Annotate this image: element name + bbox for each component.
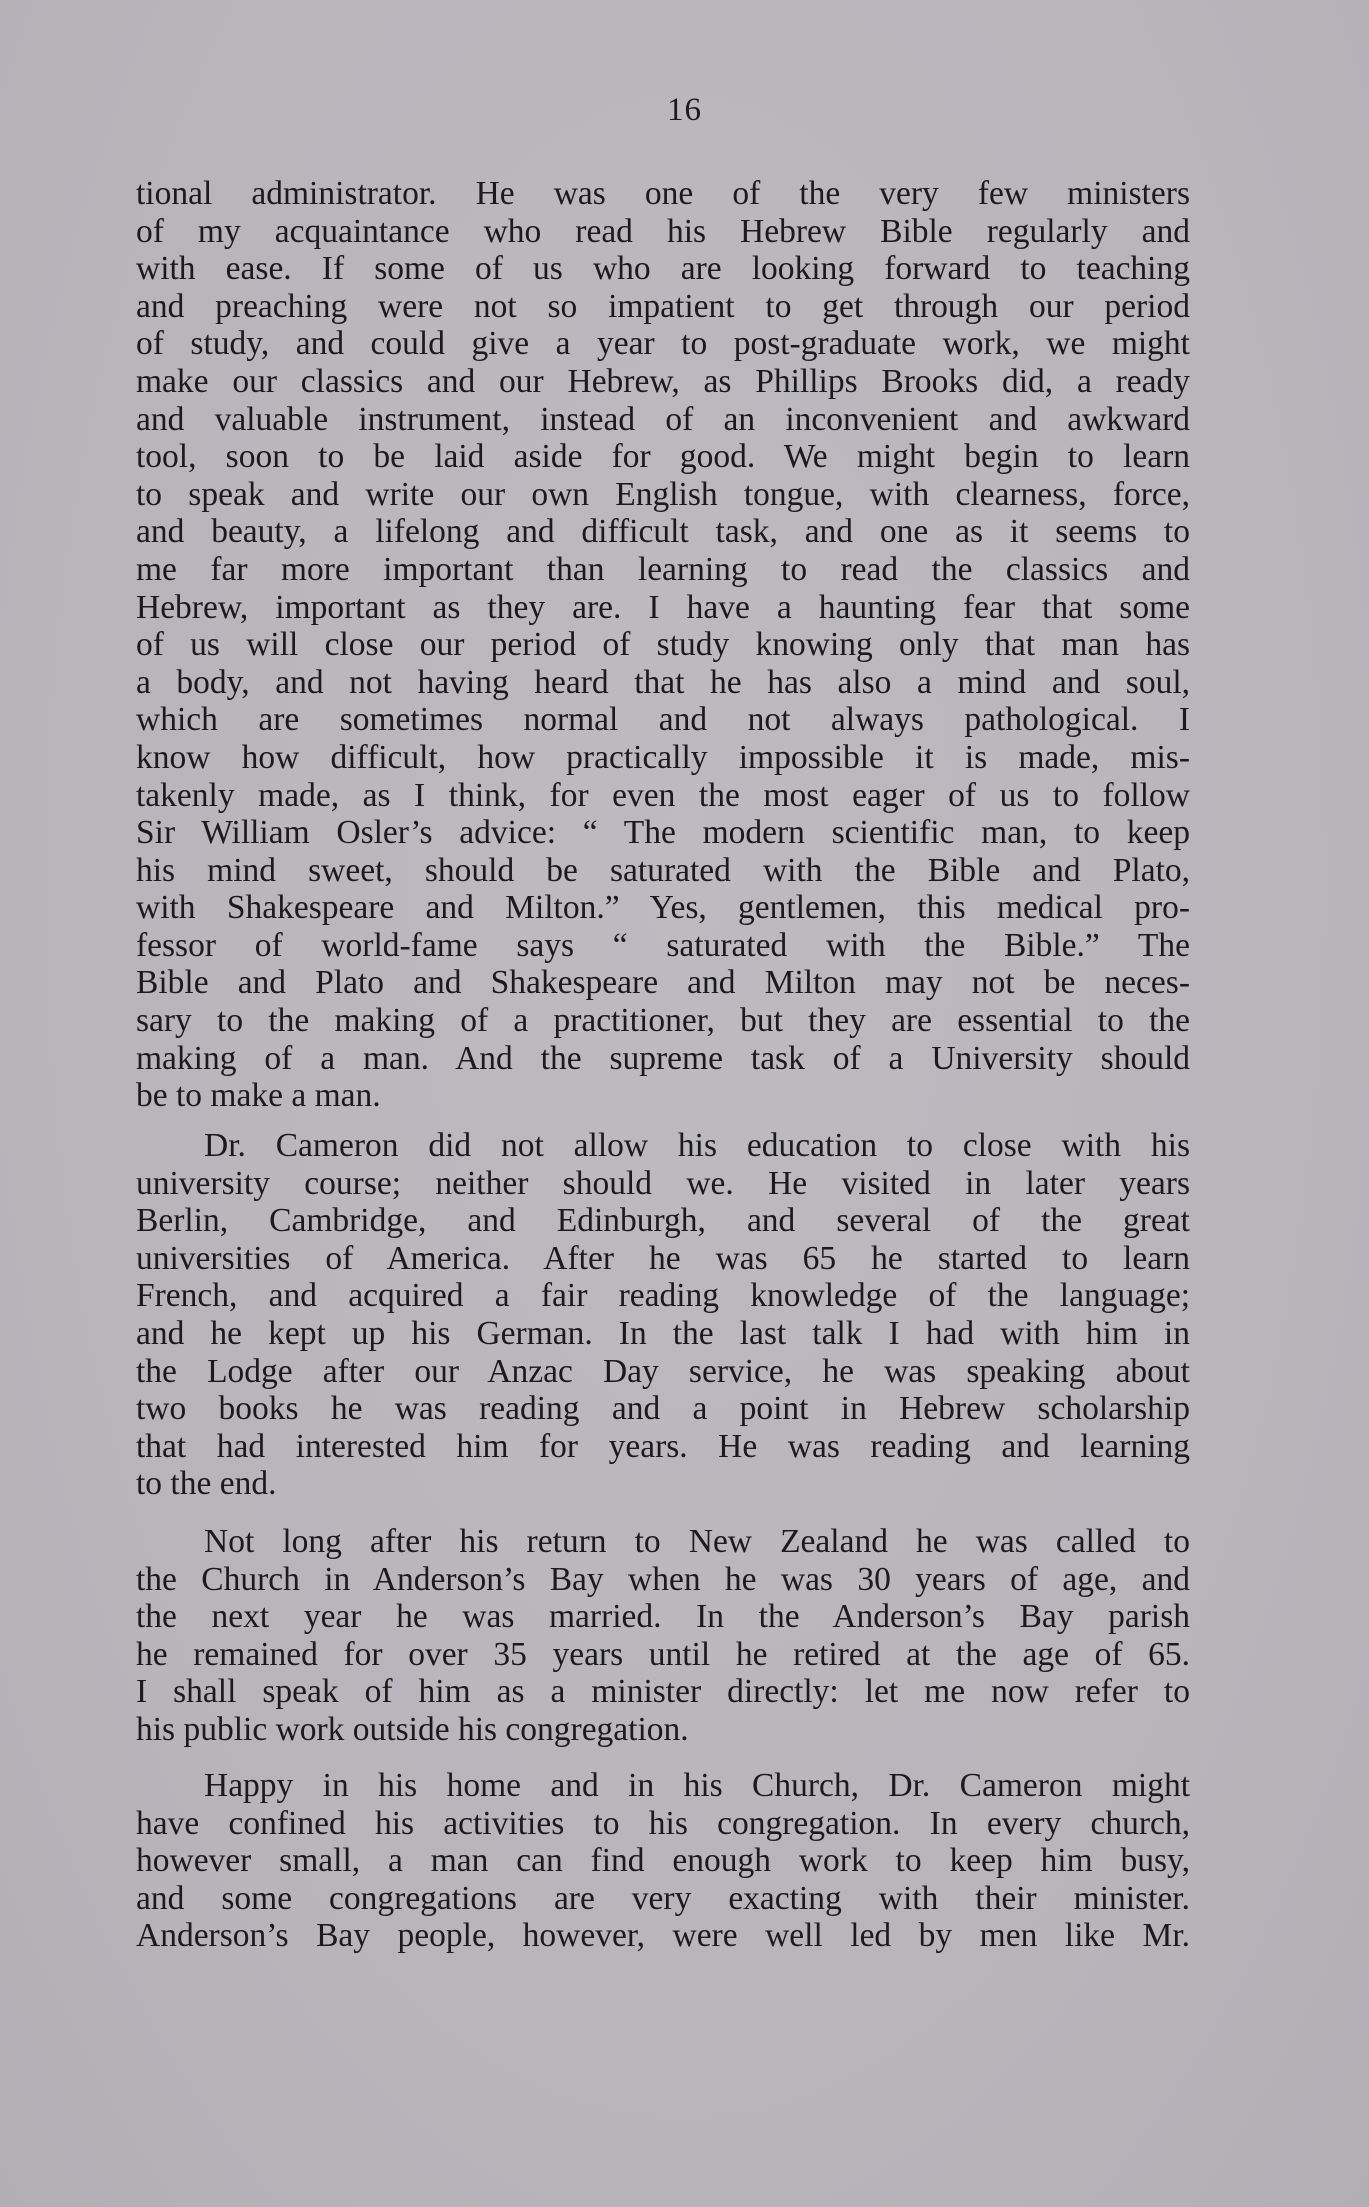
- text-line: with ease. If some of us who are looking forward to teaching: [136, 250, 1190, 288]
- text-line: with Shakespeare and Milton.” Yes, gentlemen, this medical pro-: [136, 889, 1190, 927]
- text-line: fessor of world-fame says “ saturated with the Bible.” The: [136, 926, 1190, 964]
- text-line: takenly made, as I think, for even the most eager of us to follow: [136, 776, 1190, 814]
- text-line: of us will close our period of study knowing only that man has: [136, 626, 1190, 664]
- text-line: and beauty, a lifelong and difficult task, and one as it seems to: [136, 513, 1190, 551]
- text-line: two books he was reading and a point in Hebrew scholarship: [136, 1390, 1190, 1428]
- text-line: Anderson’s Bay people, however, were well led by men like Mr.: [136, 1917, 1190, 1955]
- text-line: and some congregations are very exacting with their minister.: [136, 1879, 1190, 1917]
- paragraph-text: [136, 1767, 1190, 1955]
- text-line: to speak and write our own English tongue, with clearness, force,: [136, 475, 1190, 513]
- paragraph-2: [136, 1127, 1190, 1503]
- text-line: Happy in his home and in his Church, Dr. Cameron might: [204, 1767, 1190, 1804]
- text-line: and valuable instrument, instead of an inconvenient and awkward: [136, 400, 1190, 438]
- text-line: and he kept up his German. In the last talk I had with him in: [136, 1314, 1190, 1352]
- text-line: Bible and Plato and Shakespeare and Milton may not be neces-: [136, 964, 1190, 1002]
- paragraph-3: [136, 1523, 1190, 1749]
- text-line: be to make a man.: [136, 1077, 381, 1115]
- text-line: however small, a man can find enough work to keep him busy,: [136, 1842, 1190, 1880]
- text-line: university course; neither should we. He visited in later years: [136, 1164, 1190, 1202]
- paragraph-text: [136, 1523, 1190, 1749]
- text-line: I shall speak of him as a minister directly: let me now refer to: [136, 1673, 1190, 1711]
- text-line: the Lodge after our Anzac Day service, he was speaking about: [136, 1352, 1190, 1390]
- text-line: have confined his activities to his congregation. In every church,: [136, 1804, 1190, 1842]
- text-line: that had interested him for years. He was reading and learning: [136, 1427, 1190, 1465]
- text-line: Hebrew, important as they are. I have a haunting fear that some: [136, 588, 1190, 626]
- text-line: French, and acquired a fair reading knowledge of the language;: [136, 1277, 1190, 1315]
- paragraph-text: [136, 1127, 1190, 1503]
- text-line: a body, and not having heard that he has also a mind and soul,: [136, 663, 1190, 701]
- text-line: he remained for over 35 years until he retired at the age of 65.: [136, 1635, 1190, 1673]
- text-line: making of a man. And the supreme task of a University should: [136, 1039, 1190, 1077]
- text-line: of my acquaintance who read his Hebrew Bible regularly and: [136, 212, 1190, 250]
- text-line: which are sometimes normal and not always pathological. I: [136, 701, 1190, 739]
- text-line: me far more important than learning to read the classics and: [136, 550, 1190, 588]
- text-line: sary to the making of a practitioner, but they are essential to the: [136, 1002, 1190, 1040]
- text-line: his public work outside his congregation.: [136, 1710, 689, 1748]
- paragraph-1: [136, 175, 1190, 1115]
- text-line: and preaching were not so impatient to get through our period: [136, 287, 1190, 325]
- text-line: make our classics and our Hebrew, as Phillips Brooks did, a ready: [136, 362, 1190, 400]
- text-line: the Church in Anderson’s Bay when he was 30 years of age, and: [136, 1560, 1190, 1598]
- text-line: to the end.: [136, 1465, 277, 1503]
- text-line: Dr. Cameron did not allow his education to close with his: [204, 1127, 1190, 1164]
- text-line: universities of America. After he was 65 he started to learn: [136, 1239, 1190, 1277]
- text-line: Berlin, Cambridge, and Edinburgh, and several of the great: [136, 1202, 1190, 1240]
- text-line: his mind sweet, should be saturated with the Bible and Plato,: [136, 851, 1190, 889]
- text-line: Sir William Osler’s advice: “ The modern scientific man, to keep: [136, 814, 1190, 852]
- text-line: the next year he was married. In the Anderson’s Bay parish: [136, 1598, 1190, 1636]
- paragraph-text: [136, 175, 1190, 1115]
- text-line: of study, and could give a year to post-graduate work, we might: [136, 325, 1190, 363]
- page-number: 16: [667, 92, 702, 128]
- text-line: tional administrator. He was one of the very few ministers: [136, 175, 1190, 212]
- text-line: know how difficult, how practically impossible it is made, mis-: [136, 738, 1190, 776]
- text-line: Not long after his return to New Zealand he was called to: [204, 1523, 1190, 1560]
- text-line: tool, soon to be laid aside for good. We might begin to learn: [136, 438, 1190, 476]
- paragraph-4: [136, 1767, 1190, 1955]
